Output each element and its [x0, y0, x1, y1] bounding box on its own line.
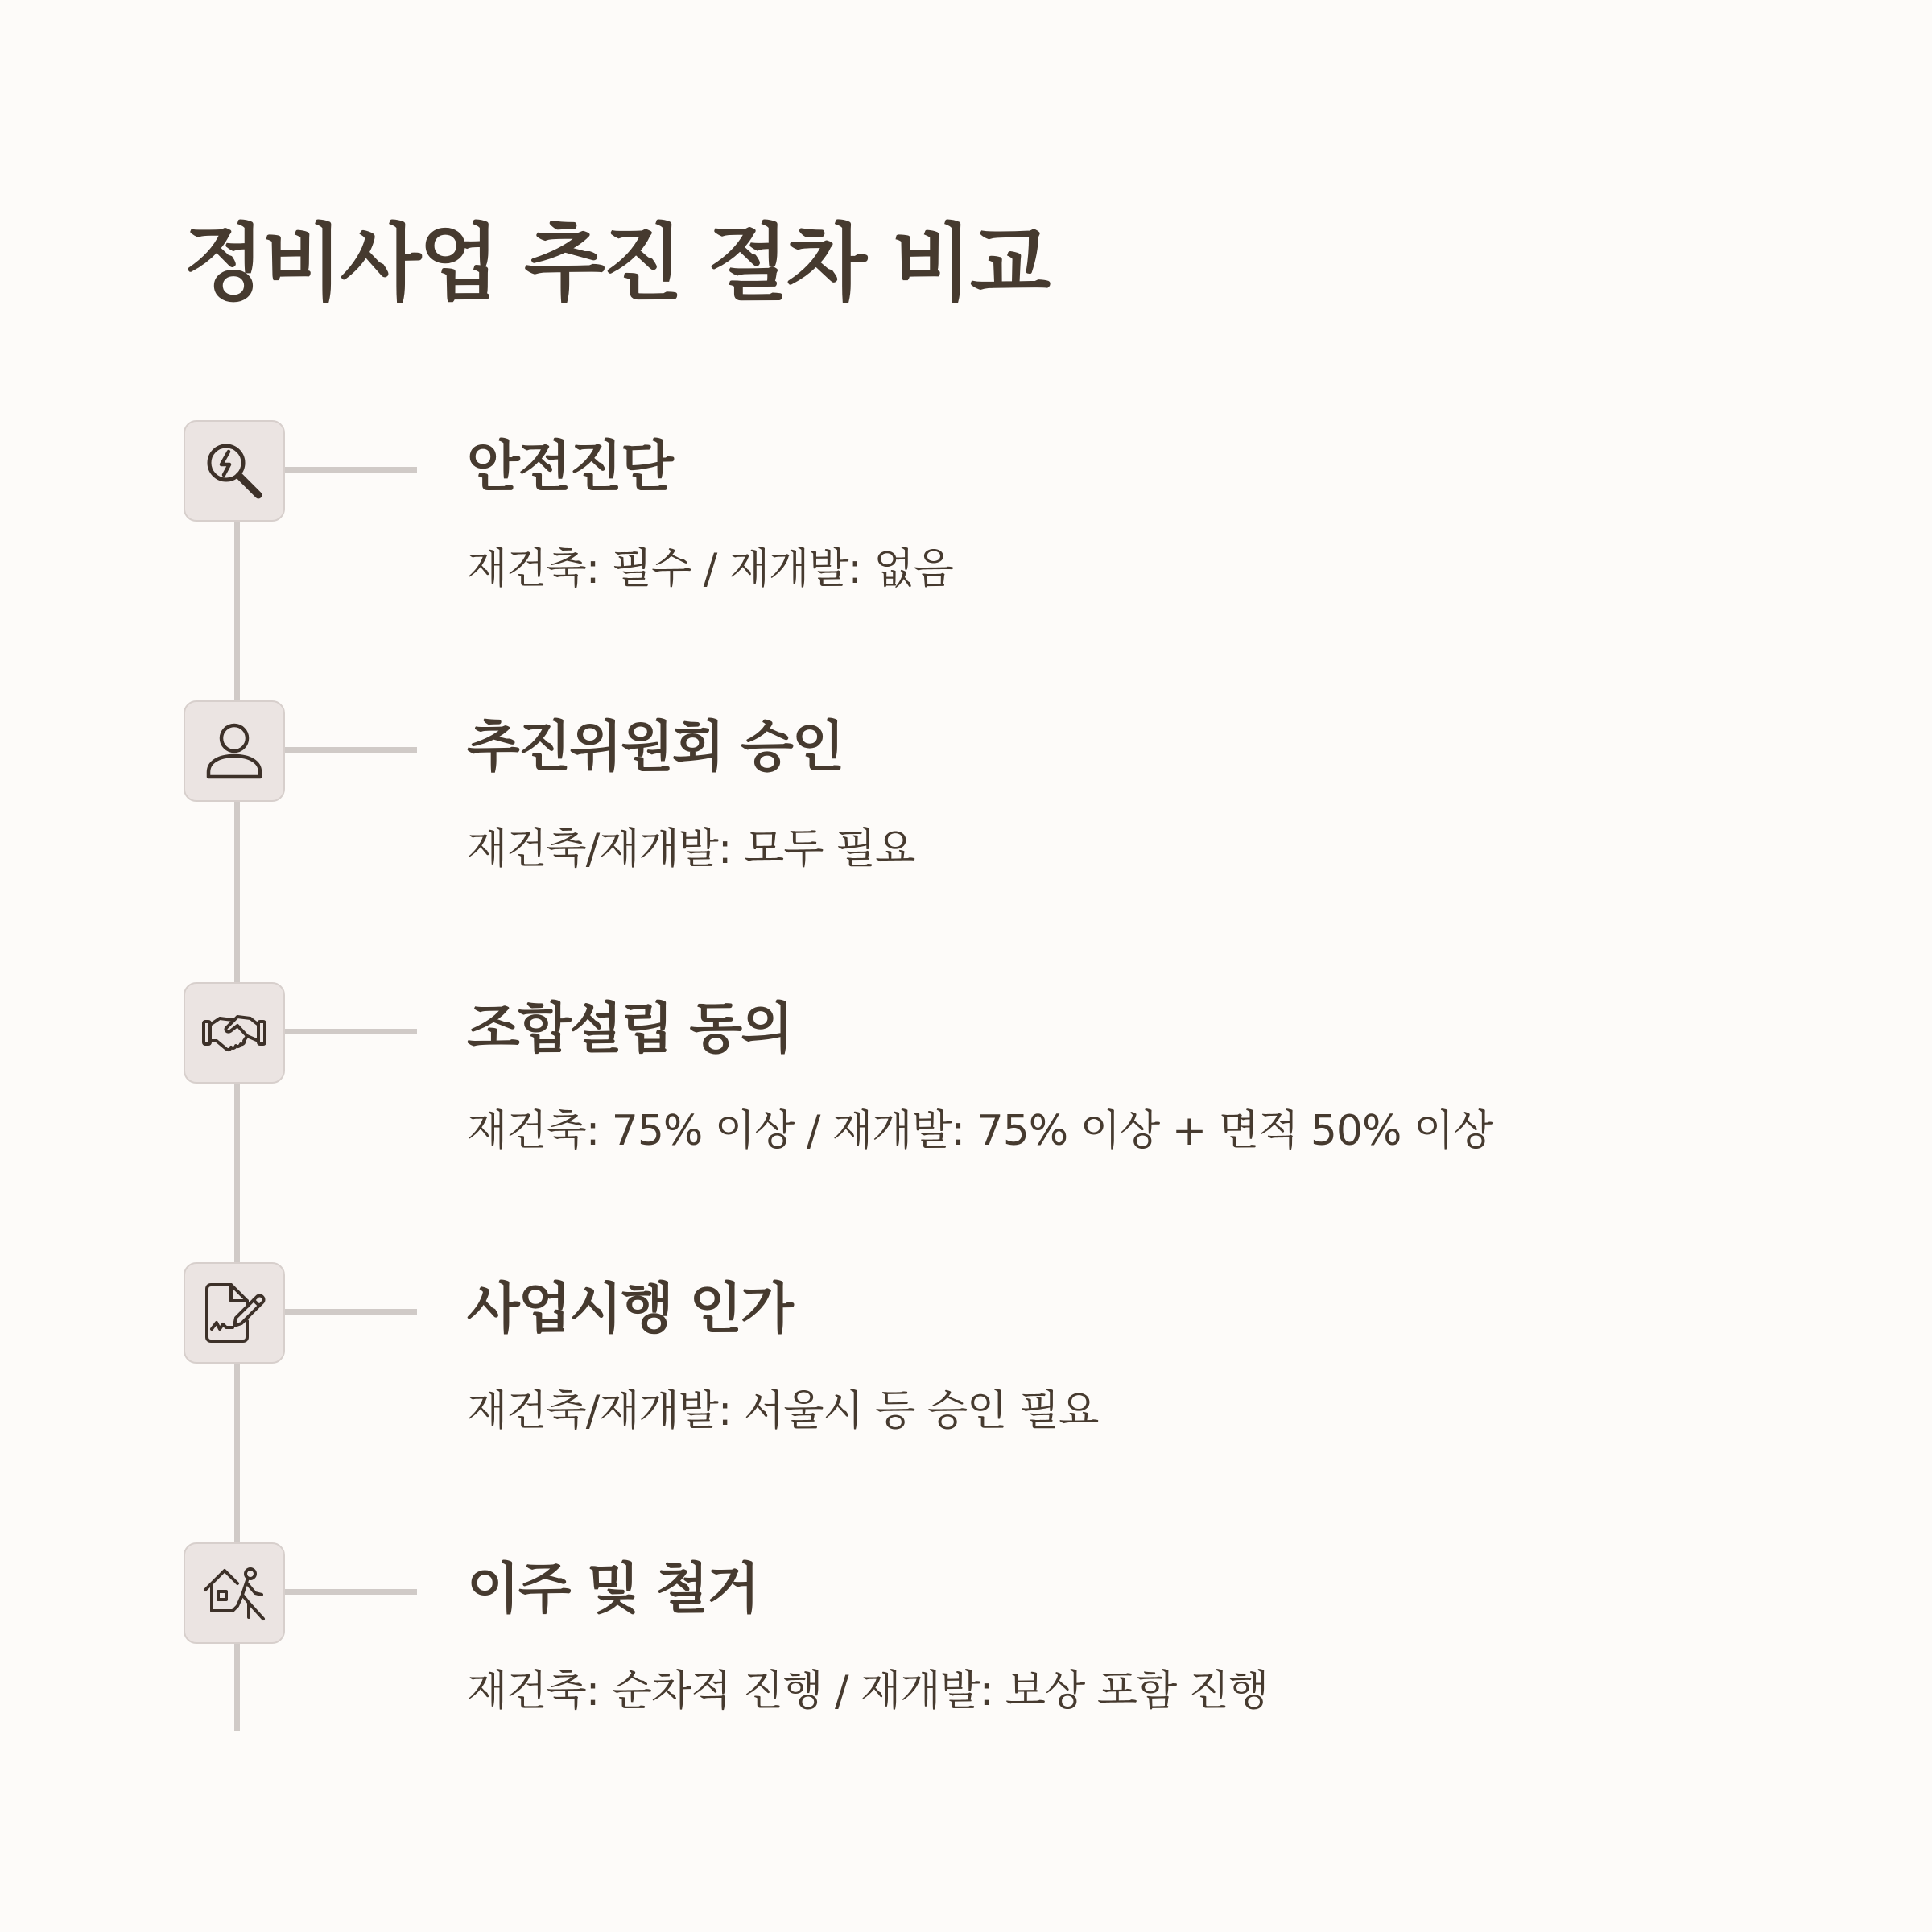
step-4-title: 사업시행 인가	[467, 1278, 792, 1341]
step-3-icon-box	[184, 982, 285, 1084]
step-5-connector	[285, 1589, 417, 1595]
step-1-description: 재건축: 필수 / 재개발: 없음	[467, 545, 953, 593]
step-3-connector	[285, 1029, 417, 1034]
search-lightning-icon	[202, 439, 266, 503]
step-2-connector	[285, 747, 417, 753]
step-5-icon-box	[184, 1542, 285, 1644]
person-icon	[202, 719, 266, 783]
step-2-title: 추진위원회 승인	[467, 716, 844, 779]
step-5-description: 재건축: 순차적 진행 / 재개발: 보상 포함 진행	[467, 1667, 1269, 1715]
step-4-description: 재건축/재개발: 서울시 등 승인 필요	[467, 1387, 1099, 1435]
step-4-connector	[285, 1309, 417, 1315]
step-5-title: 이주 및 철거	[467, 1558, 758, 1621]
handshake-icon	[202, 1001, 266, 1065]
step-2-icon-box	[184, 700, 285, 802]
house-person-moving-icon	[202, 1561, 266, 1625]
step-3-description: 재건축: 75% 이상 / 재개발: 75% 이상 + 면적 50% 이상	[467, 1107, 1493, 1155]
step-1-connector	[285, 467, 417, 473]
step-1-icon-box	[184, 420, 285, 522]
step-1-title: 안전진단	[467, 436, 672, 499]
page-title: 정비사업 추진 절차 비교	[184, 214, 1049, 312]
step-4-icon-box	[184, 1262, 285, 1364]
step-3-title: 조합설립 동의	[467, 997, 792, 1061]
step-2-description: 재건축/재개발: 모두 필요	[467, 825, 915, 873]
document-signature-icon	[202, 1281, 266, 1345]
